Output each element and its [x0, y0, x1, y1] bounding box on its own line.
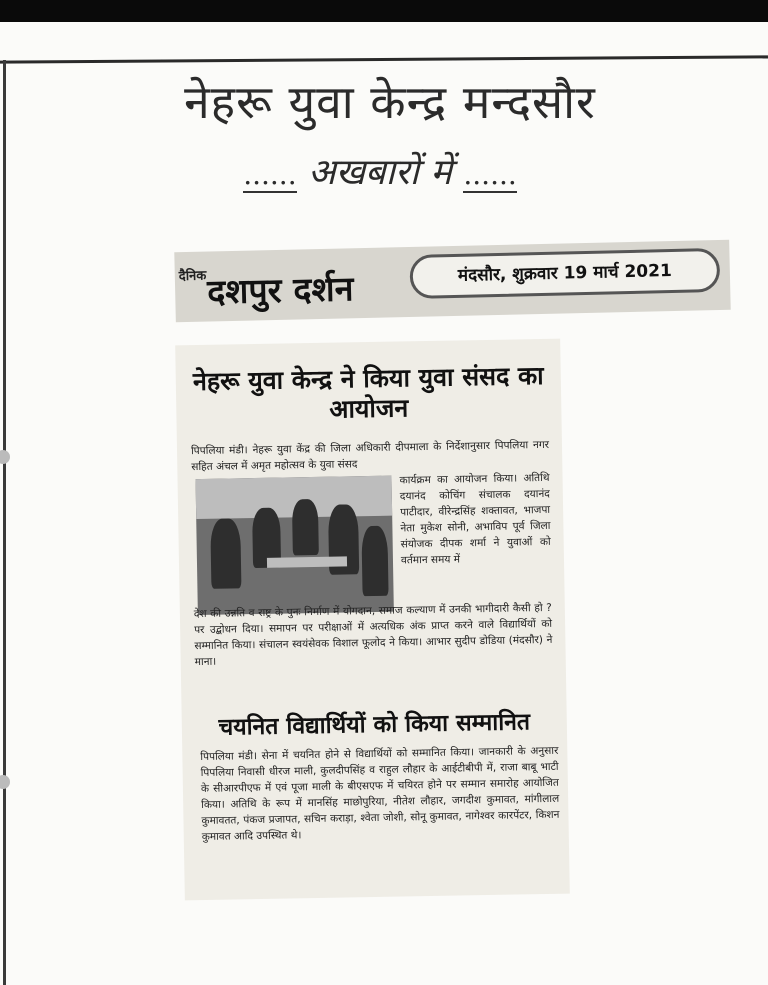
article1-side-text: कार्यक्रम का आयोजन किया। अतिथि दयानंद कोचिंग संचालक दयानंद पाटीदार, वीरेन्द्रसिंह शक्तावत, भाजपा नेता मुकेश सोनी, अभाविप पूर्व जिला संयोजक दीपक शर्मा ने युवाओं को वर्तमान समय में: [399, 471, 551, 567]
article2-headline: चयनित विद्यार्थियों को किया सम्मानित: [218, 709, 531, 741]
newspaper-masthead: [174, 240, 730, 323]
top-black-bar: [0, 0, 768, 22]
masthead-prefix: दैनिक: [178, 268, 207, 285]
photo-person: [292, 499, 319, 555]
photo-table: [267, 556, 347, 567]
subtitle-dots-left: ......: [243, 158, 297, 191]
subtitle-text: अखबारों में: [308, 152, 452, 193]
photo-person: [210, 518, 241, 589]
event-photo: [196, 476, 394, 615]
masthead-date: मंदसौर, शुक्रवार 19 मार्च 2021: [409, 248, 720, 299]
newspaper-name: दशपुर दर्शन: [206, 269, 354, 313]
page-subtitle: [190, 146, 570, 195]
page-title: नेहरू युवा केन्द्र मन्दसौर: [184, 75, 596, 129]
subtitle-dots-right: ......: [463, 158, 517, 191]
article1-body: देश की उन्नति व राष्ट्र के पुनः निर्माण में योगदान, समाज कल्याण में उनकी भागीदारी कैसी हो ? पर उद्बोधन दिया। समापन पर परीक्षाओं में अत्यधिक अंक प्राप्त करने वाले विद्यार्थियों को सम्मानित किया। संचालन स्वयंसेवक विशाल फूलोद ने किया। आभार सुदीप डोडिया (मंदसौर) ने माना।: [193, 601, 553, 669]
article1-intro: पिपलिया मंडी। नेहरू युवा केंद्र की जिला अधिकारी दीपमाला के निर्देशानुसार पिपलिया नगर सहित अंचल में अमृत महोत्सव के युवा संसद: [190, 438, 550, 474]
article1-headline: नेहरू युवा केन्द्र ने किया युवा संसद का आयोजन: [192, 360, 544, 424]
page-border-left: [3, 60, 6, 985]
photo-person: [361, 526, 388, 596]
article2-body: पिपलिया मंडी। सेना में चयनित होने से विद्यार्थियों को सम्मानित किया। जानकारी के अनुसार पिपलिया निवासी धीरज माली, कुलदीपसिंह व राहुल लौहार के आईटीबीपी में, राजा बाबू भाटी के सीआरपीएफ में एवं पूजा माली के बीएसएफ में चयिरत होने पर सम्मान समारोह आयोजित किया। अतिथि के रूप में मानसिंह माछोपुरिया, नीतेश लौहार, जगदीश कुमावत, मांगीलाल कुमावतत, पंकज प्रजापत, सचिन कराड़ा, श्वेता जोशी, सोनू कुमावत, नागेश्वर कारपेंटर, किशन कुमावत आदि उपस्थित थे।: [200, 744, 560, 844]
news-clipping: [175, 339, 570, 901]
